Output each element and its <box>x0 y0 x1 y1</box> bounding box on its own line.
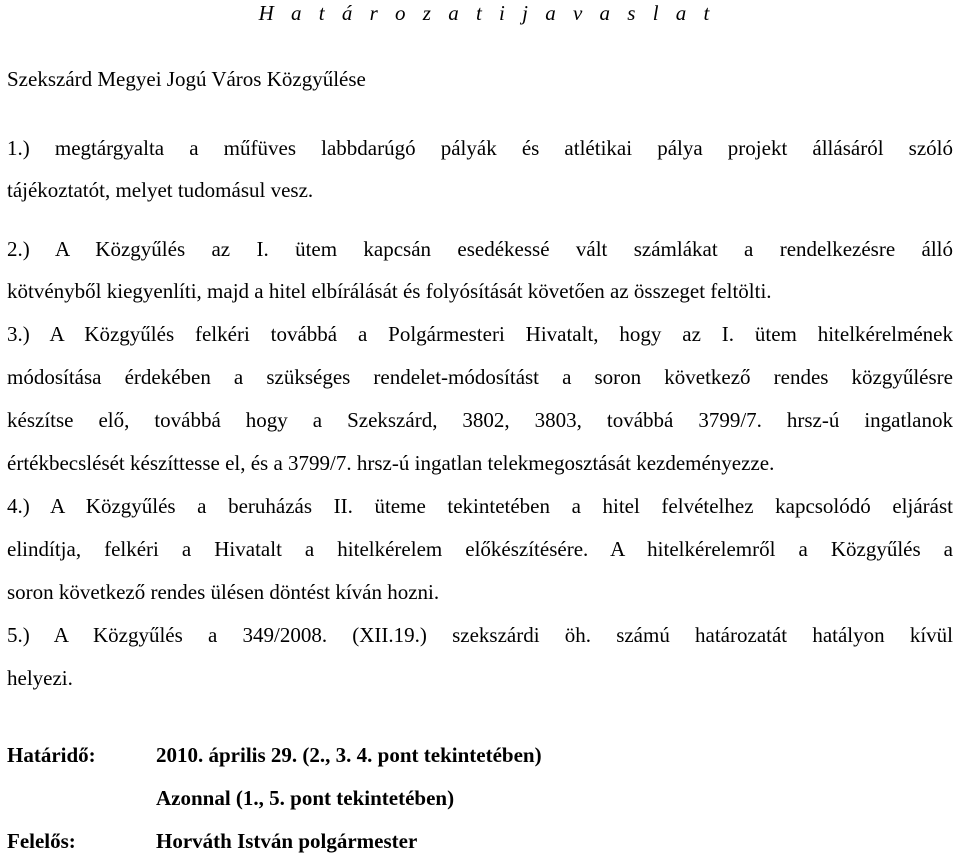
paragraph-line-9: 4.) A Közgyűlés a beruházás II. üteme tekintetében a hitel felvételhez kapcsolódó eljárást <box>7 494 953 518</box>
deadline-value-2: Azonnal (1., 5. pont tekintetében) <box>156 786 455 810</box>
paragraph-line-7: készítse elő, továbbá hogy a Szekszárd, 3802, 3803, továbbá 3799/7. hrsz-ú ingatlanok <box>7 408 953 432</box>
responsible-label: Felelős: <box>7 829 76 853</box>
paragraph-line-3: 2.) A Közgyűlés az I. ütem kapcsán esedékessé vált számlákat a rendelkezésre álló <box>7 237 953 261</box>
document-page <box>7 0 953 859</box>
paragraph-line-6: módosítása érdekében a szükséges rendelet-módosítást a soron következő rendes közgyűlésre <box>7 365 953 389</box>
paragraph-line-4: kötvényből kiegyenlíti, majd a hitel elbírálását és folyósítását követően az összeget feltölti. <box>7 279 772 303</box>
paragraph-line-10: elindítja, felkéri a Hivatalt a hitelkérelem előkészítésére. A hitelkérelemről a Közgyűlés a <box>7 537 953 561</box>
paragraph-line-1: 1.) megtárgyalta a műfüves labbdarúgó pályák és atlétikai pálya projekt állásáról szóló <box>7 136 953 160</box>
responsible-value: Horváth István polgármester <box>156 829 418 853</box>
paragraph-line-11: soron következő rendes ülésen döntést kíván hozni. <box>7 580 440 604</box>
paragraph-line-12: 5.) A Közgyűlés a 349/2008. (XII.19.) szekszárdi öh. számú határozatát hatályon kívül <box>7 623 953 647</box>
paragraph-line-8: értékbecslését készíttesse el, és a 3799/7. hrsz-ú ingatlan telekmegosztását kezdeményezze. <box>7 451 775 475</box>
paragraph-line-13: helyezi. <box>7 666 73 690</box>
paragraph-line-5: 3.) A Közgyűlés felkéri továbbá a Polgármesteri Hivatalt, hogy az I. ütem hitelkérelmének <box>7 322 953 346</box>
subject-line: Szekszárd Megyei Jogú Város Közgyűlése <box>7 67 366 91</box>
document-title: H a t á r o z a t i j a v a s l a t <box>258 1 716 25</box>
paragraph-line-2: tájékoztatót, melyet tudomásul vesz. <box>7 178 314 202</box>
deadline-label: Határidő: <box>7 743 96 767</box>
deadline-value-1: 2010. április 29. (2., 3. 4. pont tekintetében) <box>156 743 542 767</box>
